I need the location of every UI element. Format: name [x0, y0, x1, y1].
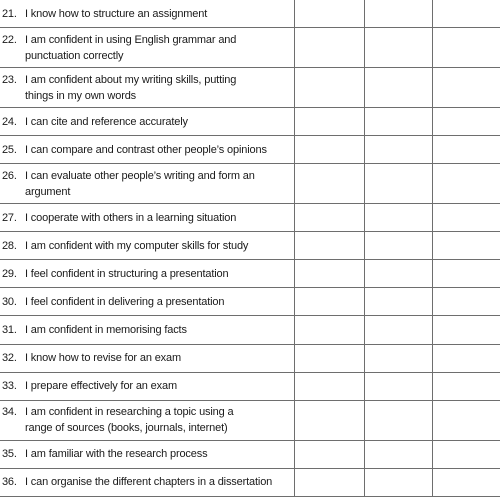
- checklist-row: [0, 204, 500, 232]
- response-box-1[interactable]: [294, 68, 364, 108]
- statement-line: argument: [25, 185, 71, 198]
- response-box-2[interactable]: [364, 136, 432, 164]
- response-box-1[interactable]: [294, 164, 364, 204]
- statement-text: [25, 238, 294, 254]
- response-box-1[interactable]: [294, 344, 364, 372]
- statement-text: [25, 322, 294, 338]
- statement: [0, 378, 294, 394]
- statement: [0, 238, 294, 254]
- statement-line: I am confident with my computer skills for study: [25, 239, 249, 252]
- statement: [0, 322, 294, 338]
- response-box-2[interactable]: [364, 68, 432, 108]
- statement: [0, 294, 294, 310]
- response-box-2[interactable]: [364, 28, 432, 68]
- statement-line: I can compare and contrast other people’s opinions: [25, 143, 267, 156]
- response-box-2[interactable]: [364, 0, 432, 28]
- statement-cell: [0, 28, 294, 68]
- response-box-3[interactable]: [432, 440, 500, 468]
- statement-cell: [0, 344, 294, 372]
- statement-number: 34.: [2, 406, 17, 419]
- checklist-row: [0, 440, 500, 468]
- statement-line: things in my own words: [25, 89, 137, 102]
- checklist-row: [0, 260, 500, 288]
- statement-number: 22.: [2, 33, 17, 46]
- statement-text: [25, 446, 294, 462]
- statement-cell: [0, 260, 294, 288]
- response-box-2[interactable]: [364, 164, 432, 204]
- statement-number: 31.: [2, 323, 17, 336]
- checklist-row: [0, 108, 500, 136]
- statement-text: [25, 474, 294, 490]
- response-box-2[interactable]: [364, 260, 432, 288]
- response-box-1[interactable]: [294, 232, 364, 260]
- statement-number: 24.: [2, 115, 17, 128]
- statement-cell: [0, 288, 294, 316]
- checklist-row: [0, 400, 500, 440]
- response-box-2[interactable]: [364, 468, 432, 496]
- statement: [0, 350, 294, 366]
- statement-line: I prepare effectively for an exam: [25, 380, 177, 393]
- checklist-row: [0, 468, 500, 496]
- statement: [0, 168, 294, 200]
- statement-text: [25, 350, 294, 366]
- statement-text: [25, 378, 294, 394]
- statement-line: I am confident about my writing skills, putting: [25, 73, 237, 86]
- statement-cell: [0, 400, 294, 440]
- response-box-3[interactable]: [432, 28, 500, 68]
- statement-line: punctuation correctly: [25, 49, 124, 62]
- statement: [0, 142, 294, 158]
- statement-line: I can cite and reference accurately: [25, 115, 188, 128]
- statement-number: 35.: [2, 448, 17, 461]
- response-box-3[interactable]: [432, 400, 500, 440]
- statement-number: 27.: [2, 211, 17, 224]
- statement-cell: [0, 108, 294, 136]
- statement-text: [25, 266, 294, 282]
- statement-number: 33.: [2, 380, 17, 393]
- statement-line: I feel confident in delivering a presentation: [25, 295, 225, 308]
- checklist-row: [0, 288, 500, 316]
- statement-line: range of sources (books, journals, internet): [25, 422, 228, 435]
- statement: [0, 404, 294, 436]
- statement-number: 28.: [2, 239, 17, 252]
- response-box-2[interactable]: [364, 316, 432, 344]
- response-box-3[interactable]: [432, 260, 500, 288]
- statement-text: [25, 294, 294, 310]
- response-box-3[interactable]: [432, 136, 500, 164]
- statement-cell: [0, 372, 294, 400]
- statement: [0, 446, 294, 462]
- response-box-1[interactable]: [294, 372, 364, 400]
- statement: [0, 6, 294, 22]
- response-box-1[interactable]: [294, 204, 364, 232]
- statement-line: I feel confident in structuring a presentation: [25, 267, 229, 280]
- response-box-3[interactable]: [432, 344, 500, 372]
- response-box-2[interactable]: [364, 440, 432, 468]
- statement-line: I can organise the different chapters in a dissertation: [25, 476, 273, 489]
- statement-cell: [0, 468, 294, 496]
- statement-line: I know how to revise for an exam: [25, 352, 181, 365]
- statement-text: [25, 114, 294, 130]
- response-box-1[interactable]: [294, 288, 364, 316]
- response-box-2[interactable]: [364, 204, 432, 232]
- response-box-1[interactable]: [294, 28, 364, 68]
- statement-text: [25, 6, 294, 22]
- statement-number: 30.: [2, 295, 17, 308]
- statement-text: [25, 72, 294, 104]
- checklist-row: [0, 136, 500, 164]
- response-box-3[interactable]: [432, 164, 500, 204]
- response-box-3[interactable]: [432, 68, 500, 108]
- statement-line: I can evaluate other people’s writing and form an: [25, 169, 255, 182]
- statement-number: 32.: [2, 352, 17, 365]
- response-box-3[interactable]: [432, 288, 500, 316]
- response-box-3[interactable]: [432, 316, 500, 344]
- statement-text: [25, 210, 294, 226]
- statement-number: 25.: [2, 143, 17, 156]
- statement-cell: [0, 136, 294, 164]
- statement-cell: [0, 68, 294, 108]
- response-box-1[interactable]: [294, 400, 364, 440]
- response-box-3[interactable]: [432, 108, 500, 136]
- statement-number: 26.: [2, 169, 17, 182]
- response-box-1[interactable]: [294, 108, 364, 136]
- statement-line: I am confident in using English grammar and: [25, 33, 237, 46]
- checklist-row: [0, 164, 500, 204]
- statement-text: [25, 32, 294, 64]
- response-box-2[interactable]: [364, 400, 432, 440]
- statement-line: I am familiar with the research process: [25, 448, 208, 461]
- statement: [0, 72, 294, 104]
- statement-text: [25, 404, 294, 436]
- checklist-row: [0, 372, 500, 400]
- statement-line: I know how to structure an assignment: [25, 7, 208, 20]
- checklist-row: [0, 316, 500, 344]
- statement-cell: [0, 316, 294, 344]
- response-box-1[interactable]: [294, 260, 364, 288]
- statement: [0, 266, 294, 282]
- statement-cell: [0, 232, 294, 260]
- response-box-3[interactable]: [432, 204, 500, 232]
- response-box-3[interactable]: [432, 372, 500, 400]
- response-box-1[interactable]: [294, 440, 364, 468]
- response-box-2[interactable]: [364, 232, 432, 260]
- checklist-row: [0, 28, 500, 68]
- statement-number: 21.: [2, 7, 17, 20]
- statement-number: 29.: [2, 267, 17, 280]
- statement-line: I am confident in memorising facts: [25, 323, 187, 336]
- statement-text: [25, 142, 294, 158]
- response-box-1[interactable]: [294, 468, 364, 496]
- statement-line: I am confident in researching a topic using a: [25, 406, 234, 419]
- checklist-row: [0, 0, 500, 28]
- statement-text: [25, 168, 294, 200]
- response-box-3[interactable]: [432, 0, 500, 28]
- checklist-row: [0, 68, 500, 108]
- response-box-3[interactable]: [432, 232, 500, 260]
- statement: [0, 474, 294, 490]
- statement-cell: [0, 0, 294, 28]
- statement-cell: [0, 204, 294, 232]
- statement-cell: [0, 164, 294, 204]
- statement-line: I cooperate with others in a learning situation: [25, 211, 237, 224]
- statement-cell: [0, 440, 294, 468]
- response-box-3[interactable]: [432, 468, 500, 496]
- response-box-2[interactable]: [364, 372, 432, 400]
- checklist-row: [0, 232, 500, 260]
- statement: [0, 114, 294, 130]
- statement: [0, 32, 294, 64]
- response-box-1[interactable]: [294, 0, 364, 28]
- statement: [0, 210, 294, 226]
- response-box-1[interactable]: [294, 316, 364, 344]
- response-box-2[interactable]: [364, 344, 432, 372]
- response-box-2[interactable]: [364, 108, 432, 136]
- checklist-row: [0, 344, 500, 372]
- response-box-2[interactable]: [364, 288, 432, 316]
- response-box-1[interactable]: [294, 136, 364, 164]
- statement-number: 36.: [2, 476, 17, 489]
- statement-number: 23.: [2, 73, 17, 86]
